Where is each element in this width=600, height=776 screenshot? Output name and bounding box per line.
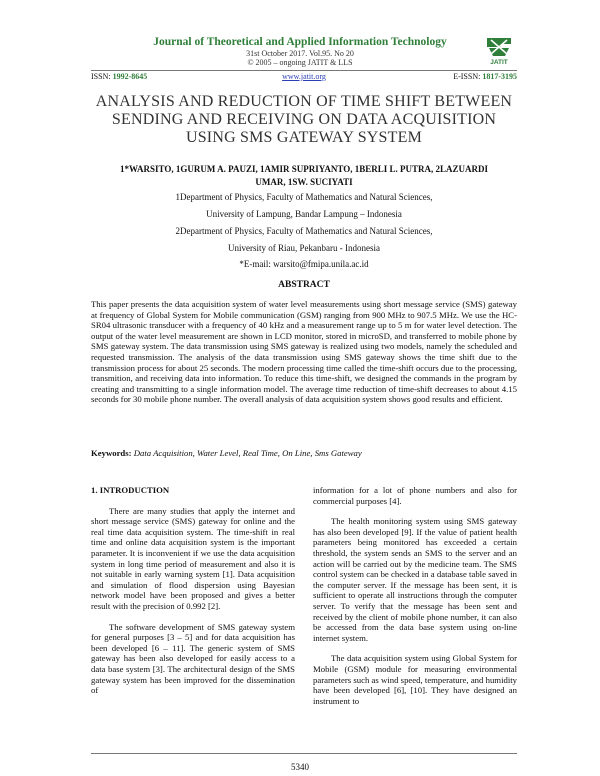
keywords [91, 448, 517, 458]
affiliation-2-line-1: 2Department of Physics, Faculty of Mathematics and Natural Sciences, [175, 226, 433, 236]
author-list: 1*WARSITO, 1GURUM A. PAUZI, 1AMIR SUPRIYANTO, 1BERLI L. PUTRA, 2LAZUARDI UMAR, 1SW. SUCIYATI [120, 164, 488, 187]
corresponding-email: *E-mail: warsito@fmipa.unila.ac.id [239, 259, 369, 269]
paragraph: The software development of SMS gateway system for general purposes [3 – 5] and for data acquisition has been developed [6 – 11]. The generic system of SMS gateway has been also developed for easily access to a data base system [3]. The architectural design of the SMS gateway system has been improved for the dissemination of [91, 621, 295, 696]
abstract-heading: ABSTRACT [278, 280, 330, 290]
eissn: E-ISSN: 1817-3195 [453, 72, 517, 81]
paragraph-continued: information for a lot of phone numbers and also for commercial purposes [4]. [313, 485, 517, 506]
issn: ISSN: 1992-8645 [91, 72, 148, 81]
affiliation-1-line-1: 1Department of Physics, Faculty of Mathematics and Natural Sciences, [175, 192, 433, 202]
footer-rule [91, 753, 517, 754]
abstract-text: This paper presents the data acquisition system of water level measurements using short message service (SMS) gateway at frequency of Global System for Mobile communication (GSM) ranging from 900 MHz to 907.5 MHz. We use the HC-SR04 ultrasonic transducer with a frequency of 40 kHz and a measurement range up to 5 m for water level detection. The output of the water level measurement are shown in LCD monitor, stored in microSD, and transferred to mobile phone by SMS gateway system. The data transmission using SMS gateway is realized using two models, namely the scheduled and requested transmission. The analysis of the data transmission using SMS gateway shows the time shift due to the transmission process for about 25 seconds. The modern processing time called the time-shift occurs due to the processing, transmition, and receiving data into information. To reduce this time-shift, we designed the commands in the program by creating and transmitting to a single information model. The average time reduction of time-shift decreases to about 4.15 seconds for 30 mobile phone number. The overall analysis of data acquisition system shows good results and efficient. [91, 299, 517, 405]
right-column [313, 485, 517, 706]
page-number: 5340 [291, 762, 309, 772]
affiliation-2-line-2: University of Riau, Pekanbaru - Indonesia [228, 243, 380, 253]
paper-title: ANALYSIS AND REDUCTION OF TIME SHIFT BETWEEN SENDING AND RECEIVING ON DATA ACQUISITION USING SMS GATEWAY SYSTEM [95, 93, 513, 146]
header-rule [91, 70, 517, 71]
section-heading-introduction: 1. INTRODUCTION [91, 485, 170, 495]
journal-issue-date: 31st October 2017. Vol.95. No 20 [246, 49, 354, 58]
issn-row [91, 72, 517, 84]
journal-title: Journal of Theoretical and Applied Information Technology [153, 36, 447, 48]
logo-text: JATIT [490, 59, 508, 66]
journal-website-link[interactable]: www.jatit.org [282, 72, 326, 81]
paragraph: The data acquisition system using Global System for Mobile (GSM) module for measuring environmental parameters such as wind speed, temperature, and humidity have been developed [6], [10]. They have designed an instrument to [313, 653, 517, 706]
paragraph: There are many studies that apply the internet and short message service (SMS) gateway for online and the real time data acquisition system. The time-shift in real time and online data acquisition system is the important parameter. It is inconvenient if we use the data acquisition system in long time period of measurement and also it is not suitable in early warning system [1]. Data acquisition and simulation of flood dispersion using Bayesian network model have been proposed and gives a better result with the precision of 0.992 [2]. [91, 505, 295, 611]
left-column [91, 485, 295, 696]
journal-copyright: © 2005 – ongoing JATIT & LLS [247, 58, 353, 67]
affiliation-1-line-2: University of Lampung, Bandar Lampung – Indonesia [206, 209, 402, 219]
keywords-label: Keywords: [91, 448, 132, 458]
jatit-logo [481, 36, 517, 66]
paragraph: The health monitoring system using SMS gateway has also been developed [9]. If the value of patient health parameters being monitored has exceeded a certain threshold, the system sends an SMS to the server and an action will be carried out by the medicine team. The SMS control system can be checked in a database table saved in the computer server. If the message has been sent, it is sufficient to operate all instructions through the computer server. To verify that the message has been sent and received by the client of mobile phone number, it can also be accessed from the data base system using on-line internet system. [313, 516, 517, 643]
keywords-list: Data Acquisition, Water Level, Real Time, On Line, Sms Gateway [133, 448, 362, 458]
